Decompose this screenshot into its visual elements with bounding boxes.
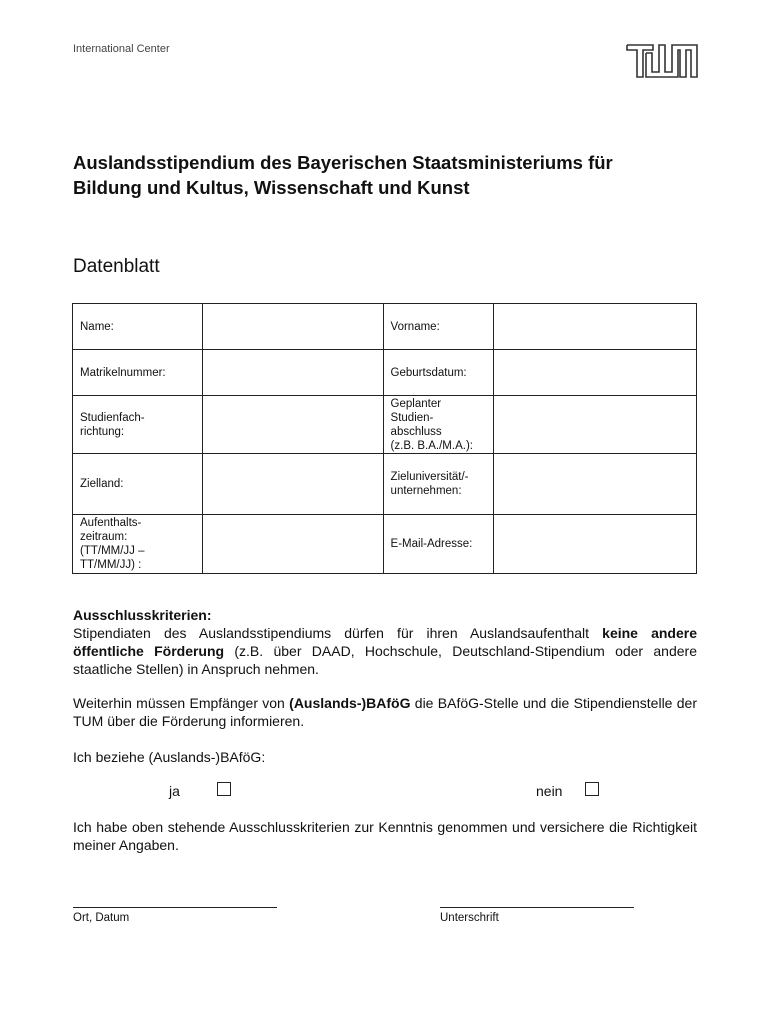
- no-label: nein: [536, 783, 563, 799]
- criteria-heading: Ausschlusskriterien:: [73, 607, 212, 623]
- label-target-university: Zieluniversität/- unternehmen:: [383, 454, 494, 515]
- title-line-2: Bildung und Kultus, Wissenschaft und Kunst: [73, 177, 470, 198]
- signature-label: Unterschrift: [440, 912, 499, 924]
- target-university-field[interactable]: [494, 454, 697, 515]
- label-planned-degree: Geplanter Studien- abschluss (z.B. B.A./M.A.):: [383, 396, 494, 454]
- student-number-field[interactable]: [202, 350, 383, 396]
- confirmation-text: Ich habe oben stehende Ausschlusskriterien zur Kenntnis genommen und versichere die Richtigkeit meiner Angaben.: [73, 819, 697, 853]
- bafoeg-question: Ich beziehe (Auslands-)BAföG:: [73, 749, 266, 765]
- label-name: Name:: [73, 304, 203, 350]
- organization-name: International Center: [73, 43, 170, 55]
- tum-logo-icon: [626, 44, 698, 78]
- label-field-of-study: Studienfach- richtung:: [73, 396, 203, 454]
- birth-date-field[interactable]: [494, 350, 697, 396]
- label-birth-date: Geburtsdatum:: [383, 350, 494, 396]
- criteria-paragraph-1: Stipendiaten des Auslandsstipendiums dürfen für ihren Auslandsaufenthalt keine andere öffentliche Förderung (z.B. über DAAD, Hochschule, Deutschland-Stipendium oder andere staatliche Stellen) in Anspruch nehmen.: [73, 625, 697, 677]
- first-name-field[interactable]: [494, 304, 697, 350]
- label-email: E-Mail-Adresse:: [383, 515, 494, 574]
- table-row: [73, 350, 697, 396]
- no-checkbox[interactable]: [585, 782, 599, 796]
- yes-label: ja: [169, 783, 180, 799]
- signature-line[interactable]: [440, 907, 634, 908]
- target-country-field[interactable]: [202, 454, 383, 515]
- label-stay-period: Aufenthalts- zeitraum: (TT/MM/JJ – TT/MM/JJ) :: [73, 515, 203, 574]
- sheet-title: Datenblatt: [73, 256, 160, 277]
- place-date-line[interactable]: [73, 907, 277, 908]
- email-field[interactable]: [494, 515, 697, 574]
- place-date-label: Ort, Datum: [73, 912, 130, 924]
- table-row: [73, 515, 697, 574]
- field-of-study-field[interactable]: [202, 396, 383, 454]
- criteria-section: [73, 606, 697, 678]
- yes-checkbox[interactable]: [217, 782, 231, 796]
- table-row: [73, 454, 697, 515]
- label-target-country: Zielland:: [73, 454, 203, 515]
- data-form-table: [72, 303, 697, 574]
- stay-period-field[interactable]: [202, 515, 383, 574]
- document-title: [73, 150, 713, 200]
- label-student-number: Matrikelnummer:: [73, 350, 203, 396]
- planned-degree-field[interactable]: [494, 396, 697, 454]
- title-line-1: Auslandsstipendium des Bayerischen Staatsministeriums für: [73, 152, 613, 173]
- name-field[interactable]: [202, 304, 383, 350]
- table-row: [73, 396, 697, 454]
- table-row: [73, 304, 697, 350]
- criteria-paragraph-2: Weiterhin müssen Empfänger von (Auslands-)BAföG die BAföG-Stelle und die Stipendienstelle der TUM über die Förderung informieren.: [73, 695, 697, 729]
- label-first-name: Vorname:: [383, 304, 494, 350]
